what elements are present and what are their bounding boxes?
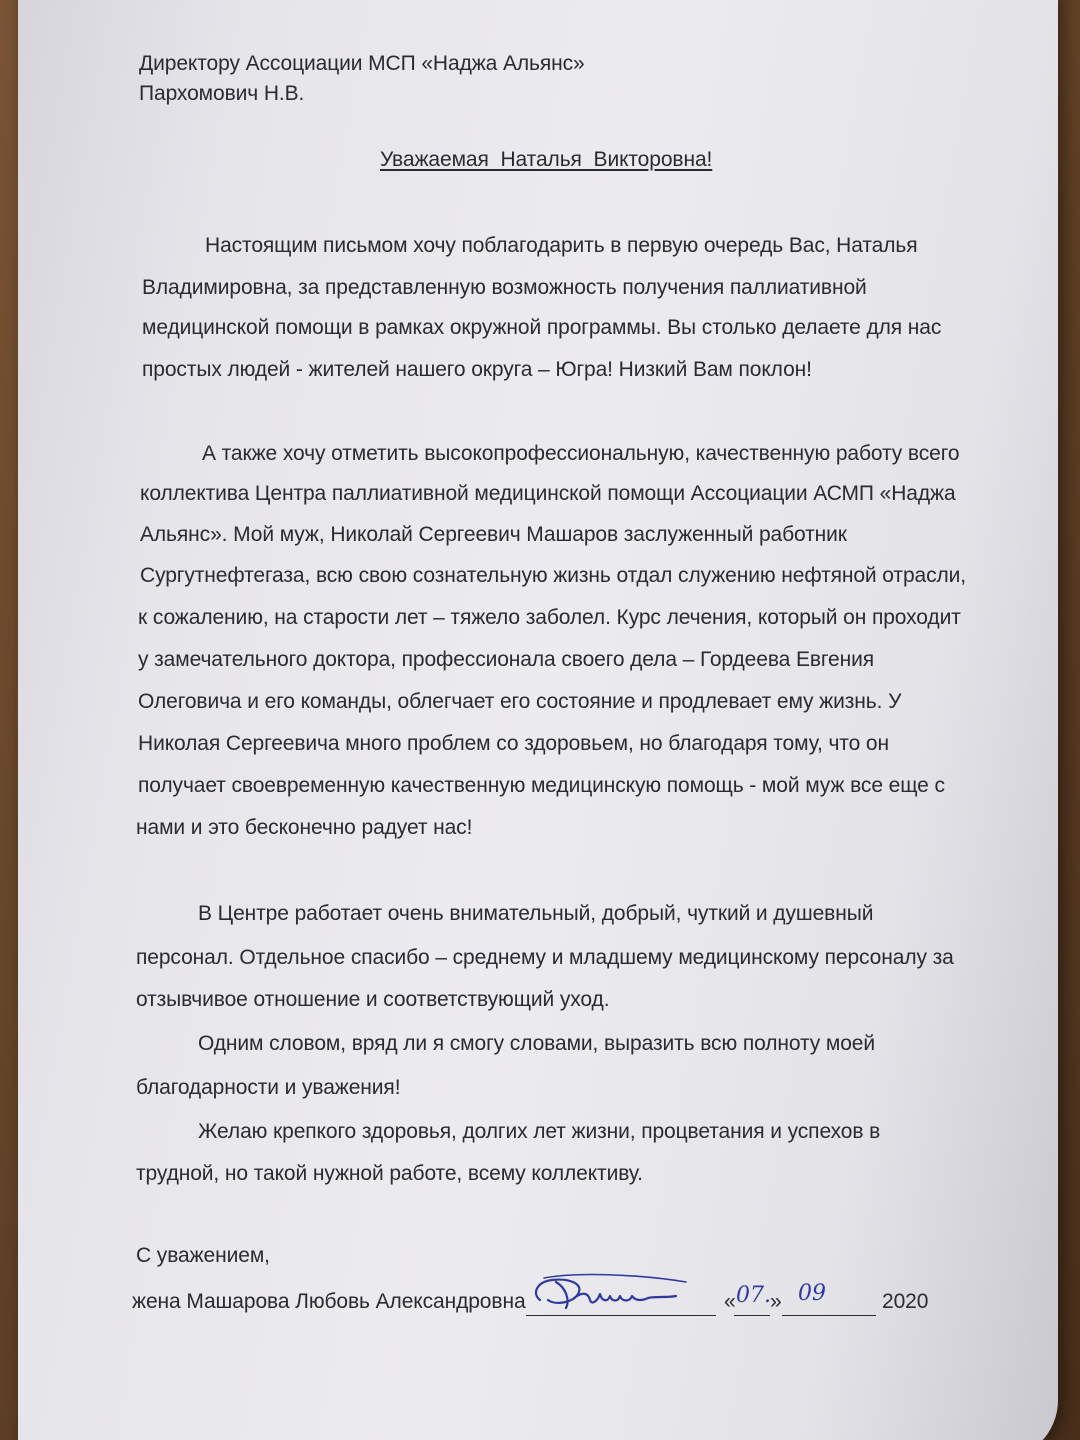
paragraph-4-line: Одним словом, вряд ли я смогу словами, выразить всю полноту моей: [198, 1032, 876, 1055]
paragraph-3-line: В Центре работает очень внимательный, добрый, чуткий и душевный: [198, 902, 874, 925]
paragraph-3-line: отзывчивое отношение и соответствующий уход.: [136, 988, 610, 1011]
paragraph-5-line: Желаю крепкого здоровья, долгих лет жизни, процветания и успехов в: [198, 1120, 881, 1143]
salutation-heading: Уважаемая Наталья Викторовна!: [380, 148, 713, 171]
paragraph-2-line: Николая Сергеевича много проблем со здоровьем, но благодаря тому, что он: [138, 732, 889, 755]
paragraph-4-line: благодарности и уважения!: [136, 1076, 401, 1099]
closing-phrase: С уважением,: [136, 1244, 270, 1267]
paragraph-3-line: персонал. Отдельное спасибо – среднему и младшему медицинскому персоналу за: [136, 946, 954, 969]
letter-sheet: [18, 0, 1058, 1440]
paragraph-1-line: простых людей - жителей нашего округа – Югра! Низкий Вам поклон!: [142, 358, 812, 381]
signer-name: жена Машарова Любовь Александровна: [132, 1290, 526, 1313]
paragraph-2-line: Альянс». Мой муж, Николай Сергеевич Машаров заслуженный работник: [140, 523, 847, 546]
paragraph-2-line: коллектива Центра паллиативной медицинской помощи Ассоциации АСМП «Наджа: [140, 482, 956, 505]
paragraph-2-line: нами и это бесконечно радует нас!: [136, 816, 473, 839]
paragraph-2-line: у замечательного доктора, профессионала своего дела – Гордеева Евгения: [138, 648, 874, 671]
paragraph-2-line: Сургутнефтегаза, всю свою сознательную жизнь отдал служению нефтяной отрасли,: [140, 564, 967, 587]
date-year: 2020: [882, 1290, 929, 1313]
date-close-quote: »: [770, 1290, 782, 1313]
handwritten-day: 07.: [736, 1283, 771, 1308]
paragraph-1-line: медицинской помощи в рамках окружной программы. Вы столько делаете для нас: [142, 316, 942, 339]
paragraph-2-line: получает своевременную качественную медицинскую помощь - мой муж все еще с: [138, 774, 945, 797]
month-underline: [782, 1315, 876, 1316]
paragraph-5-line: трудной, но такой нужной работе, всему коллективу.: [136, 1162, 643, 1185]
addressee-line-2: Пархомович Н.В.: [139, 82, 305, 105]
paragraph-1-line: Владимировна, за представленную возможность получения паллиативной: [142, 276, 867, 299]
handwritten-month: 09: [798, 1281, 826, 1306]
paragraph-2-line: А также хочу отметить высокопрофессиональную, качественную работу всего: [202, 442, 960, 465]
date-open-quote: «: [724, 1290, 736, 1313]
handwritten-signature-icon: [526, 1270, 696, 1320]
paragraph-2-line: к сожалению, на старости лет – тяжело заболел. Курс лечения, который он проходит: [138, 606, 961, 629]
paragraph-1-line: Настоящим письмом хочу поблагодарить в первую очередь Вас, Наталья: [205, 234, 918, 257]
paragraph-2-line: Олеговича и его команды, облегчает его состояние и продлевает ему жизнь. У: [138, 690, 902, 713]
addressee-line-1: Директору Ассоциации МСП «Наджа Альянс»: [139, 52, 585, 75]
day-underline: [734, 1315, 770, 1316]
